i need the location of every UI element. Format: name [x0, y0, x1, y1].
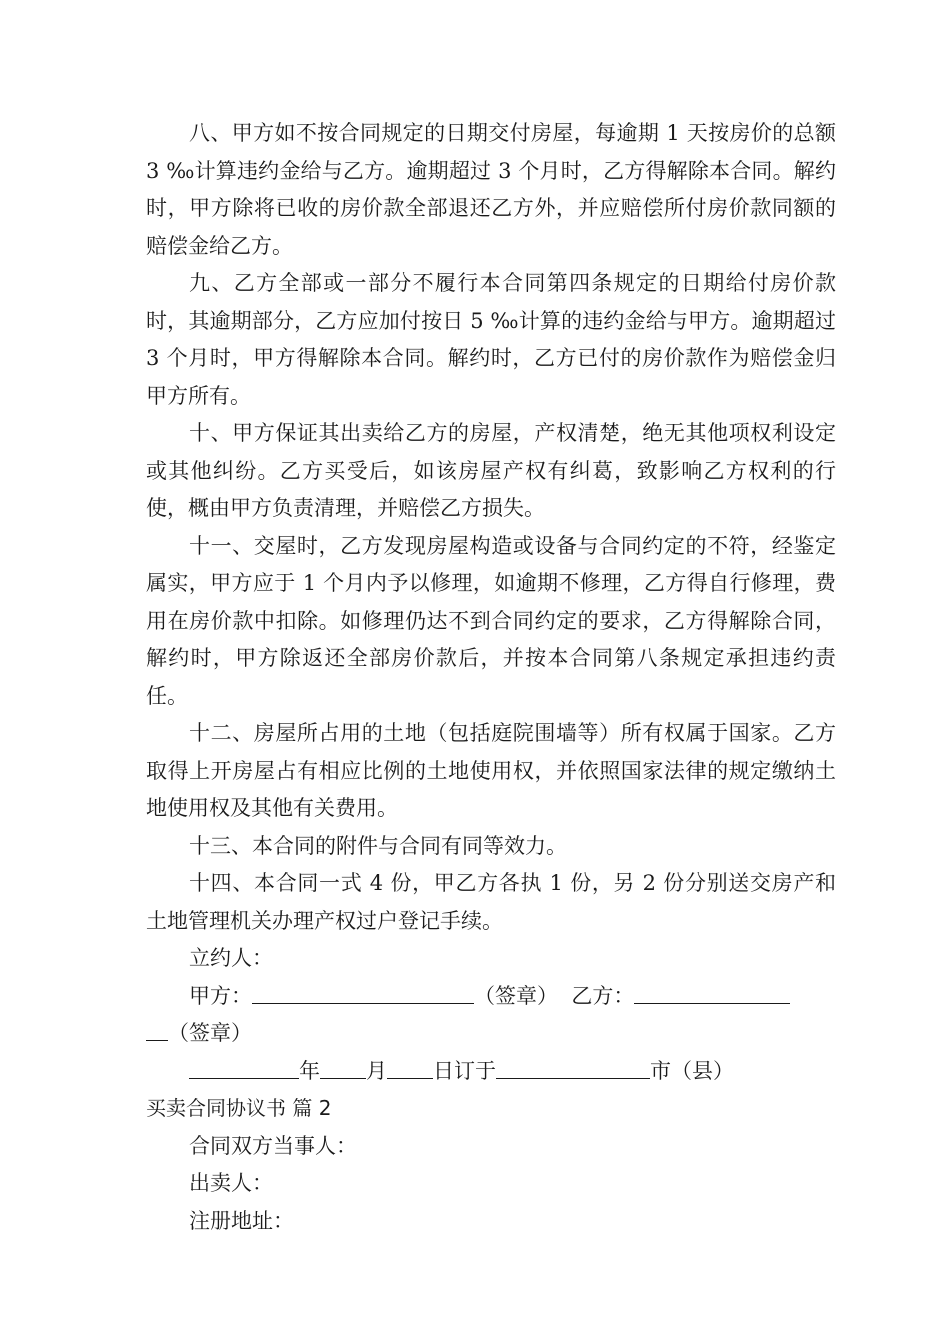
date-place-line: [146, 1053, 836, 1091]
signature-line-parties: [146, 978, 836, 1016]
party-a-label: 甲方：: [189, 983, 252, 1008]
clause-12: 十二、房屋所占用的土地（包括庭院围墙等）所有权属于国家。乙方取得上开房屋占有相应比例的土地使用权，并依照国家法律的规定缴纳土地使用权及其他有关费用。: [146, 721, 836, 820]
seller-label: 出卖人：: [189, 1171, 273, 1195]
year-label: 年: [299, 1058, 320, 1083]
party-b-blank: [634, 981, 790, 1004]
contract-parties-label: 合同双方当事人：: [189, 1133, 357, 1158]
clause-11: 十一、交屋时，乙方发现房屋构造或设备与合同约定的不符，经鉴定属实，甲方应于 1 个月内予以修理，如逾期不修理，乙方得自行修理，费用在房价款中扣除。如修理仍达不到合同约定的要求，乙方得解除合同，解约时，甲方除返还全部房价款后，并按本合同第八条规定承担违约责任。: [146, 533, 836, 708]
party-b-blank-continued: [146, 1018, 168, 1041]
party-a-blank: [252, 981, 474, 1004]
city-county-label: 市（县）: [650, 1058, 734, 1083]
party-b-label: 乙方：: [571, 983, 635, 1008]
party-b-seal: （签章）: [168, 1021, 252, 1045]
month-blank: [320, 1056, 366, 1079]
place-blank: [496, 1056, 650, 1079]
party-a-seal: （签章）: [474, 983, 558, 1008]
clause-9: 九、乙方全部或一部分不履行本合同第四条规定的日期给付房价款时，其逾期部分，乙方应加付按日 5 ‰计算的违约金给与甲方。逾期超过 3 个月时，甲方得解除本合同。解约时，乙方已付的房价款作为赔偿金归甲方所有。: [146, 271, 836, 408]
signatories-label: 立约人：: [189, 946, 273, 970]
year-blank: [189, 1056, 299, 1079]
section-heading: 买卖合同协议书 篇 2: [146, 1096, 332, 1120]
document-page: [146, 115, 836, 1240]
day-blank: [387, 1056, 433, 1079]
month-label: 月: [366, 1058, 387, 1083]
signature-line-seal-b: [146, 1015, 836, 1053]
clause-14: 十四、本合同一式 4 份，甲乙方各执 1 份，另 2 份分别送交房产和土地管理机关办理产权过户登记手续。: [146, 871, 836, 933]
registered-address-label: 注册地址：: [189, 1208, 294, 1233]
clause-13: 十三、本合同的附件与合同有同等效力。: [189, 833, 567, 858]
clause-8: 八、甲方如不按合同规定的日期交付房屋，每逾期 1 天按房价的总额 3 ‰计算违约金给与乙方。逾期超过 3 个月时，乙方得解除本合同。解约时，甲方除将已收的房价款全部退还乙方外，并应赔偿所付房价款同额的赔偿金给乙方。: [146, 121, 836, 258]
day-signed-at-label: 日订于: [433, 1058, 496, 1083]
clause-10: 十、甲方保证其出卖给乙方的房屋，产权清楚，绝无其他项权利设定或其他纠纷。乙方买受后，如该房屋产权有纠葛，致影响乙方权利的行使，概由甲方负责清理，并赔偿乙方损失。: [146, 421, 836, 520]
